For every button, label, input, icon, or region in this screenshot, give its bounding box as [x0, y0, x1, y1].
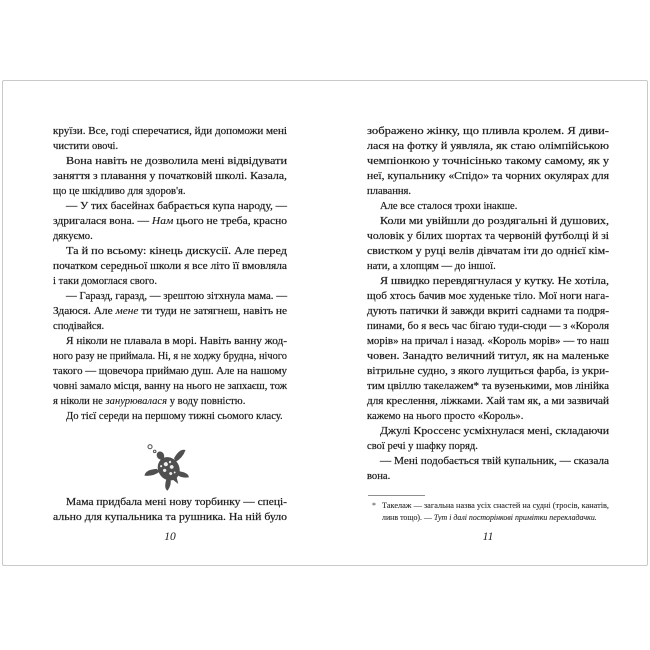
text-line: заняття з плавання у початковій школі. Казала,	[53, 171, 287, 182]
text-line: човен. Занадто величний титул, як на маленьке	[367, 351, 609, 362]
text-line: До тієї середи на першому тижні сьомого класу.	[66, 411, 283, 422]
text-line: Здаюся. Але мене ти туди не затягнеш, навіть не	[53, 306, 287, 317]
page-right-text	[367, 124, 609, 484]
text-line: — У тих басейнах бабрається купа народу, —	[66, 201, 287, 212]
page-number-right: 11	[482, 531, 494, 543]
text-line: такого — щовечора приймаю душ. Але на нашому	[53, 366, 287, 377]
text-line: дякуємо.	[53, 231, 93, 242]
book-spread	[2, 80, 648, 566]
text-line: морів» на причал і назад. «Король морів» — то наш	[367, 336, 609, 347]
footnote-rule	[368, 495, 425, 496]
text-line: лася на фотку й уявляла, як стаю олімпійською	[367, 141, 609, 152]
text-line: Такелаж — загальна назва усіх снастей на судні (тросів, канатів,	[382, 501, 609, 510]
text-line: ного разу не приймала. Ні, я не ходжу брудна, нічого	[53, 351, 287, 362]
text-line: чоловік у білих шортах та червоній футболці й зі	[367, 231, 609, 242]
text-line: круїзи. Все, годі сперечатися, йди допоможи мені	[53, 126, 287, 137]
text-line: здригалася вона. — Нам цього не треба, красно	[53, 216, 287, 227]
text-line: початком середньої школи я все літо її вмовляла	[53, 261, 287, 272]
text-line: — Мені подобається твій купальник, — сказала	[380, 456, 609, 467]
text-line: Я швидко перевдягнулася у кутку. Не хотіла,	[380, 276, 609, 287]
page-right[interactable]	[367, 124, 609, 554]
text-line: плавання.	[367, 186, 412, 197]
text-line: чемпіонкою у точнісінько такому самому, як у	[367, 156, 609, 167]
text-line: човні замало місця, ванну на нього не запхаєш, тож	[53, 381, 287, 392]
text-line: і таки домоглася свого.	[53, 276, 157, 287]
text-line: пинами, бо я весь час бігаю туди-сюди — з «Короля	[367, 321, 609, 332]
text-line: Вона навіть не дозволила мені відвідувати	[66, 156, 287, 167]
text-line: дують патички й завжди вкриті саднами та подря-	[367, 306, 609, 317]
text-line: — Гаразд, гаразд, — зрештою зітхнула мама. —	[66, 291, 287, 302]
text-line: сподівайся.	[53, 321, 105, 332]
text-line: Та й по всьому: кінець дискусії. Але перед	[66, 246, 287, 257]
text-line: свистком у руці велів дівчатам іти до однієї кім-	[367, 246, 609, 257]
text-line: зображено жінку, що пливла кролем. Я диви-	[367, 126, 609, 137]
text-line: вітрильне судно, з якого лущиться фарба, із укри-	[367, 366, 609, 377]
text-line: для креслення, ліжками. Хай там як, а ми зазвичай	[367, 396, 609, 407]
text-line: тим цвіллю такелажем* та вузенькими, мов лінійка	[367, 381, 609, 392]
text-line: Мама придбала мені нову торбинку — спеці-	[66, 497, 287, 508]
text-line: вона.	[367, 471, 391, 482]
text-line: Коли ми увійшли до роздягальні й душових,	[380, 216, 609, 227]
text-line: щоб хтось бачив моє худеньке тіло. Мої ноги нага-	[367, 291, 609, 302]
text-line: неї, купальнику «Спідо» та чорних окулярах для	[367, 171, 609, 182]
page-left-text-lower	[53, 495, 287, 525]
text-line: Джулі Кроссенс усміхнулася мені, складаючи	[380, 426, 609, 437]
text-line: линв тощо). — Тут і далі посторінкові примітки перекладачки.	[382, 512, 597, 522]
text-line: свої речі у шафку поряд.	[367, 441, 478, 452]
footnote-text	[367, 500, 609, 523]
page-left-text	[53, 124, 287, 424]
footnote-marker: *	[372, 501, 376, 510]
footnote	[367, 495, 609, 523]
text-line: Але все сталося трохи інакше.	[380, 201, 518, 212]
text-line: Я ніколи не плавала в морі. Навіть ванну жод-	[66, 336, 287, 347]
text-line: ально для купальника та рушника. На ній було	[53, 512, 287, 523]
text-line: чистити овочі.	[53, 141, 119, 152]
text-line: що це шкідливо для здоров'я.	[53, 186, 186, 197]
text-line: кажемо на нього просто «Король».	[367, 411, 524, 422]
page-left[interactable]	[53, 124, 287, 554]
page-number-left: 10	[164, 531, 176, 543]
text-line: нати, а хлопцям — до іншої.	[367, 261, 496, 272]
text-line: я ніколи не занурювалася у воду повністю.	[53, 396, 246, 407]
sea-turtle-icon	[143, 440, 193, 494]
